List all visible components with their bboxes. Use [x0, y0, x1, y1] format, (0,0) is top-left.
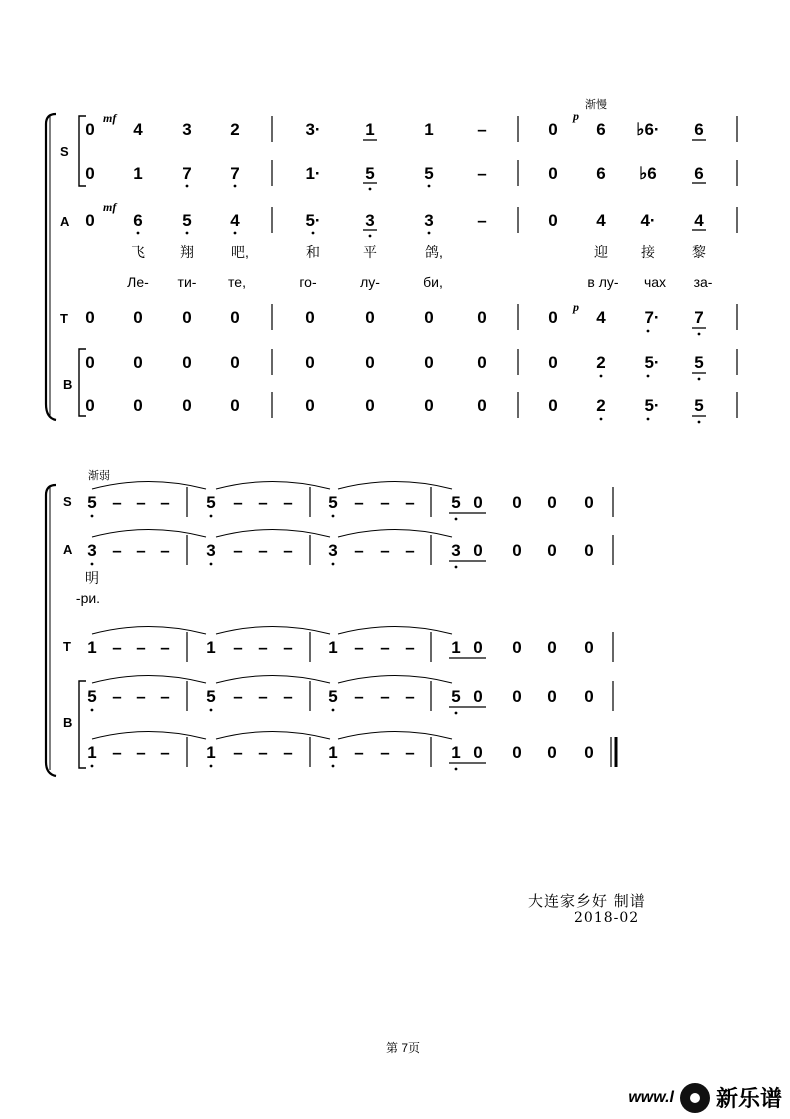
note: 1: [424, 120, 434, 139]
note: 0: [547, 743, 557, 762]
note: 7: [182, 164, 192, 183]
note: 0: [548, 164, 558, 183]
note: 4: [596, 308, 606, 327]
note: 0: [584, 638, 594, 657]
note: 0: [584, 743, 594, 762]
note: –: [380, 743, 390, 762]
note: 1: [328, 638, 338, 657]
staff-tenor: [87, 638, 593, 658]
note: –: [405, 541, 415, 560]
lyric: лу-: [360, 274, 380, 290]
note: 0: [85, 120, 95, 139]
arranger-credit: 大连家乡好 制谱: [528, 892, 646, 910]
note: –: [112, 687, 122, 706]
note: 0: [230, 353, 240, 372]
note: 0: [230, 396, 240, 415]
bass-bracket: [79, 681, 86, 768]
note: –: [283, 493, 293, 512]
note: 7: [230, 164, 240, 183]
page-number: 第 7页: [386, 1041, 421, 1055]
note: 0: [424, 396, 434, 415]
watermark-url: www.l: [628, 1088, 674, 1106]
note: 5·: [305, 211, 321, 230]
note: –: [112, 493, 122, 512]
note: 3·: [305, 120, 321, 139]
note: 3: [451, 541, 461, 560]
note: 6: [596, 164, 606, 183]
note: 0: [305, 308, 315, 327]
note: 7·: [644, 308, 660, 327]
note: 0: [473, 541, 483, 560]
note: 3: [87, 541, 97, 560]
note: 0: [133, 353, 143, 372]
note: 0: [85, 353, 95, 372]
note: 0: [547, 493, 557, 512]
note: 0: [182, 353, 192, 372]
note: –: [258, 638, 268, 657]
lyric: Ле-: [127, 274, 149, 290]
staff-bass-1: [85, 353, 706, 380]
lyric: -ри.: [75, 590, 101, 606]
note: 1: [87, 638, 97, 657]
part-label-bass: B: [63, 377, 73, 392]
part-label-bass: B: [63, 715, 73, 730]
note: 5: [451, 493, 461, 512]
part-label-tenor: T: [63, 639, 71, 654]
note: 5: [87, 493, 97, 512]
part-label-alto: A: [60, 214, 70, 229]
note: 0: [547, 541, 557, 560]
lyric: 黎: [692, 244, 706, 260]
note: 3: [182, 120, 192, 139]
note: 0: [584, 493, 594, 512]
arrangement-date: 2018-02: [574, 910, 640, 926]
lyric: 鸽,: [425, 244, 443, 260]
note: 2: [596, 353, 606, 372]
staff-bass-2: [85, 396, 706, 423]
note: 0: [133, 396, 143, 415]
staff-soprano-1: [85, 120, 706, 140]
tempo-rit: 渐慢: [585, 99, 607, 111]
dynamic-mf-soprano: mf: [103, 111, 117, 125]
note: ♭6: [639, 164, 657, 183]
note: –: [136, 541, 146, 560]
note: 3: [365, 211, 375, 230]
lyric: го-: [299, 274, 317, 290]
note: –: [283, 743, 293, 762]
note: 1: [87, 743, 97, 762]
lyric: чах: [643, 274, 667, 290]
note: 0: [547, 638, 557, 657]
note: 0: [365, 308, 375, 327]
staff-soprano: [87, 493, 593, 520]
note: –: [160, 743, 170, 762]
note: –: [283, 541, 293, 560]
ties: [92, 482, 452, 740]
note: –: [405, 687, 415, 706]
note: –: [380, 687, 390, 706]
note: 0: [548, 211, 558, 230]
lyric: 翔: [180, 244, 194, 260]
note: 0: [133, 308, 143, 327]
note: 0: [512, 541, 522, 560]
note: 0: [512, 493, 522, 512]
note: 0: [473, 743, 483, 762]
note: 0: [477, 353, 487, 372]
lyric: 飞: [131, 244, 145, 260]
note: 5·: [644, 396, 660, 415]
note: –: [380, 541, 390, 560]
note: –: [283, 638, 293, 657]
note: 1: [451, 638, 461, 657]
note: 0: [182, 396, 192, 415]
note: 1: [133, 164, 143, 183]
note: 1: [451, 743, 461, 762]
note: 0: [305, 396, 315, 415]
note: ♭6·: [636, 120, 660, 139]
note: –: [136, 687, 146, 706]
system-1: [46, 97, 737, 423]
note: –: [112, 541, 122, 560]
note: 1: [328, 743, 338, 762]
lyric: за-: [693, 274, 713, 290]
note: –: [354, 687, 364, 706]
note: –: [160, 638, 170, 657]
watermark: [628, 1082, 782, 1113]
note: 5: [206, 687, 216, 706]
lyric: в лу-: [587, 274, 619, 290]
vinyl-record-icon: [680, 1083, 710, 1113]
part-label-soprano: S: [60, 144, 69, 159]
note: –: [477, 164, 487, 183]
note: 0: [473, 687, 483, 706]
note: –: [233, 493, 243, 512]
note: 1·: [305, 164, 321, 183]
note: 0: [548, 353, 558, 372]
system-brace: [46, 485, 56, 776]
part-label-tenor: T: [60, 311, 68, 326]
note: 0: [424, 308, 434, 327]
note: 3: [206, 541, 216, 560]
note: –: [112, 743, 122, 762]
note: –: [354, 493, 364, 512]
staff-bass-2: [87, 743, 593, 770]
note: 5: [328, 687, 338, 706]
note: 5: [206, 493, 216, 512]
note: –: [160, 493, 170, 512]
note: –: [354, 638, 364, 657]
note: –: [258, 743, 268, 762]
lyrics-russian: [127, 274, 713, 290]
note: 0: [365, 396, 375, 415]
note: –: [477, 120, 487, 139]
lyric: 吧,: [231, 244, 249, 260]
note: 0: [85, 308, 95, 327]
note: 0: [512, 687, 522, 706]
note: –: [258, 687, 268, 706]
note: –: [354, 541, 364, 560]
note: 7: [694, 308, 704, 327]
lyric: би,: [423, 274, 443, 290]
note: –: [233, 743, 243, 762]
note: 5: [694, 353, 704, 372]
note: 0: [548, 396, 558, 415]
staff-tenor: [85, 308, 706, 335]
note: 1: [206, 743, 216, 762]
note: –: [233, 638, 243, 657]
note: 2: [596, 396, 606, 415]
note: 0: [473, 493, 483, 512]
note: 5: [328, 493, 338, 512]
note: 1: [365, 120, 375, 139]
part-label-alto: A: [63, 542, 73, 557]
note: –: [160, 541, 170, 560]
note: –: [136, 493, 146, 512]
note: 5: [87, 687, 97, 706]
note: 4: [133, 120, 143, 139]
note: 0: [85, 211, 95, 230]
note: 0: [230, 308, 240, 327]
note: –: [233, 687, 243, 706]
staff-bass-1: [87, 687, 593, 714]
tempo-dim: 渐弱: [88, 470, 110, 482]
note: –: [258, 493, 268, 512]
dynamic-mf-alto: mf: [103, 200, 117, 214]
note: 0: [477, 308, 487, 327]
note: 0: [424, 353, 434, 372]
note: –: [354, 743, 364, 762]
lyrics-chinese: [131, 244, 706, 260]
note: 6: [133, 211, 143, 230]
note: 0: [365, 353, 375, 372]
note: –: [258, 541, 268, 560]
note: 0: [477, 396, 487, 415]
note: –: [380, 493, 390, 512]
lyric: 接: [641, 244, 655, 260]
note: 0: [548, 120, 558, 139]
note: 0: [512, 638, 522, 657]
note: 0: [85, 164, 95, 183]
system-2: [46, 469, 616, 776]
note: 0: [182, 308, 192, 327]
note: 4: [694, 211, 704, 230]
note: 5: [694, 396, 704, 415]
note: 3: [328, 541, 338, 560]
note: –: [405, 638, 415, 657]
note: –: [380, 638, 390, 657]
note: 6: [694, 164, 704, 183]
staff-alto: [85, 211, 706, 237]
lyric: 迎: [594, 244, 608, 260]
staff-alto: [87, 541, 593, 568]
note: –: [160, 687, 170, 706]
dynamic-p-tenor: p: [573, 300, 579, 314]
note: 5: [365, 164, 375, 183]
note: 5·: [644, 353, 660, 372]
note: 0: [512, 743, 522, 762]
note: 5: [182, 211, 192, 230]
lyric: те,: [228, 274, 246, 290]
note: –: [405, 743, 415, 762]
lyric: 和: [306, 244, 320, 260]
note: 4: [230, 211, 240, 230]
note: –: [136, 638, 146, 657]
lyric: 平: [363, 244, 377, 260]
note: 1: [206, 638, 216, 657]
note: 6: [596, 120, 606, 139]
note: 5: [451, 687, 461, 706]
lyric: ти-: [177, 274, 197, 290]
note: 5: [424, 164, 434, 183]
note: 0: [548, 308, 558, 327]
note: –: [233, 541, 243, 560]
note: 0: [473, 638, 483, 657]
note: 4: [596, 211, 606, 230]
note: 2: [230, 120, 240, 139]
note: –: [405, 493, 415, 512]
lyric: 明: [85, 570, 99, 586]
note: 0: [305, 353, 315, 372]
barlines-1: [272, 116, 737, 418]
note: 0: [584, 541, 594, 560]
note: 6: [694, 120, 704, 139]
part-label-soprano: S: [63, 494, 72, 509]
watermark-brand: 新乐谱: [715, 1087, 782, 1112]
note: 0: [85, 396, 95, 415]
note: 3: [424, 211, 434, 230]
note: –: [112, 638, 122, 657]
system-brace: [46, 114, 56, 420]
note: 0: [547, 687, 557, 706]
note: –: [283, 687, 293, 706]
staff-soprano-2: [85, 164, 706, 190]
note: 4·: [640, 211, 656, 230]
note: 0: [584, 687, 594, 706]
dynamic-p-soprano: p: [573, 109, 579, 123]
note: –: [477, 211, 487, 230]
note: –: [136, 743, 146, 762]
